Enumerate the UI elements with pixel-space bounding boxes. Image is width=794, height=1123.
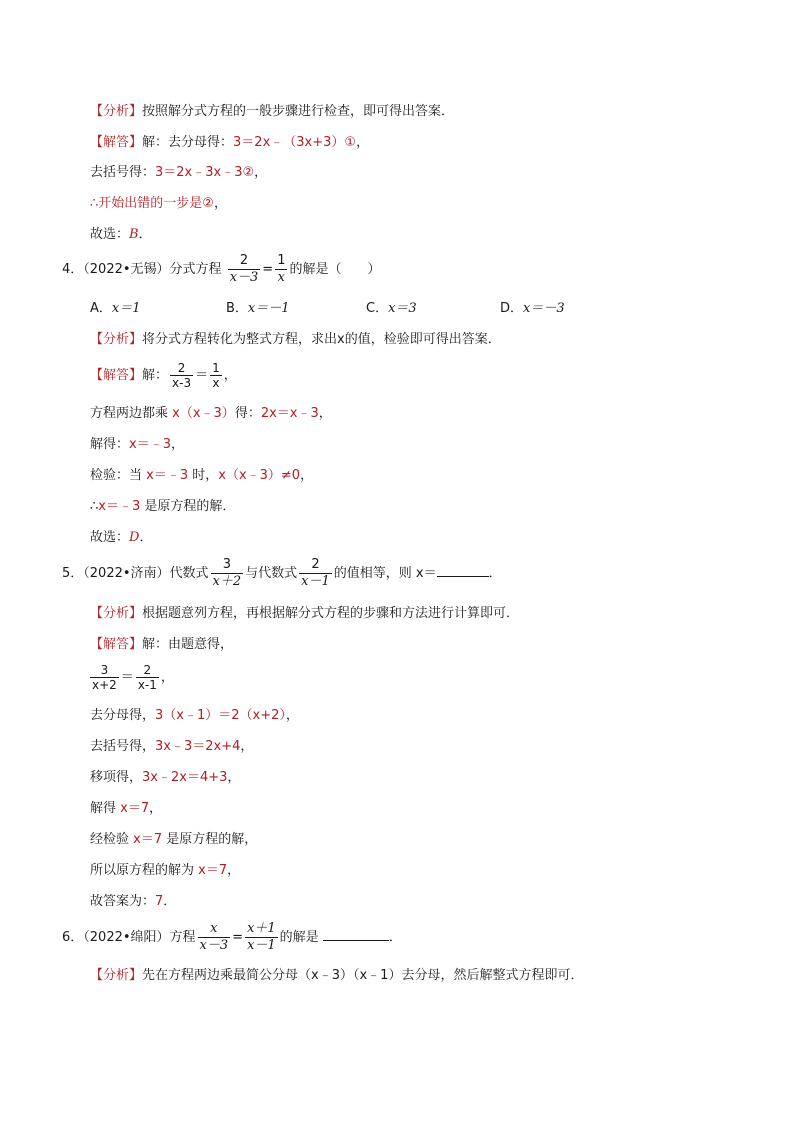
q6-stem	[62, 920, 402, 956]
analysis-tag: 【分析】	[90, 332, 143, 347]
fraction	[211, 557, 244, 590]
q4-option-d[interactable]	[500, 300, 565, 318]
equals-sign: =	[232, 930, 244, 945]
text: 方程两边都乘	[90, 406, 173, 421]
denominator: x－1	[301, 574, 330, 589]
solution-intro: 解：去分母得：	[142, 135, 234, 150]
q5-step1	[90, 707, 299, 725]
solution-tag: 【解答】	[90, 368, 143, 383]
punct: ，	[318, 406, 332, 421]
fraction	[90, 663, 119, 692]
punct: ，	[254, 165, 268, 180]
stem-end: 的值相等，则 x＝	[333, 566, 437, 581]
question-source: （2022•济南）代数式	[83, 566, 209, 581]
denominator: x－3	[229, 270, 259, 285]
analysis-text: 先在方程两边乘最简公分母（x﹣3）（x﹣1）去分母，然后解整式方程即可．	[142, 968, 584, 983]
question-number: 5．	[62, 566, 84, 581]
text: 解得：	[90, 437, 130, 452]
step-2: 3＝2x﹣3x﹣3②	[155, 165, 255, 180]
denominator: x+2	[92, 678, 117, 692]
q4-option-c[interactable]	[366, 300, 417, 318]
q5-step3	[90, 769, 240, 787]
text: 时，	[188, 468, 219, 483]
solution-intro: 解：	[142, 368, 169, 383]
denominator: x-1	[137, 678, 157, 692]
prev-solution-line	[90, 134, 369, 152]
prev-analysis-line	[90, 103, 454, 121]
stem-end: 的解是（ ）	[289, 262, 381, 277]
q5-equation	[88, 660, 174, 696]
numerator: 1	[277, 253, 286, 268]
punct: ，	[170, 437, 184, 452]
numerator: 2	[136, 663, 159, 678]
option-label: B．	[226, 301, 248, 316]
text: 所以原方程的解为	[90, 863, 199, 878]
solution-intro: 解：由题意得，	[142, 637, 234, 652]
q4-solution-line	[90, 358, 237, 394]
denominator: x	[212, 376, 220, 390]
q4-option-b[interactable]	[226, 300, 290, 318]
option-label: A．	[90, 301, 112, 316]
text: 检验：当	[90, 468, 147, 483]
option-text: x＝1	[111, 301, 141, 316]
q5-step6	[90, 862, 240, 880]
fraction	[245, 921, 278, 954]
prev-conclusion-line	[90, 195, 227, 213]
expr: 3x﹣2x＝4+3	[142, 770, 228, 785]
fraction	[136, 663, 159, 692]
denominator: x＋2	[212, 574, 242, 589]
expr: 2x＝x﹣3	[260, 406, 319, 421]
analysis-text: 将分式方程转化为整式方程，求出x的值，检验即可得出答案．	[142, 332, 501, 347]
q4-analysis-line	[90, 331, 501, 349]
q4-step3	[90, 467, 313, 485]
choose-label: 故选：	[90, 530, 130, 545]
q4-step1	[90, 405, 332, 423]
question-source: （2022•绵阳）方程	[83, 930, 196, 945]
analysis-text: 按照解分式方程的一般步骤进行检查，即可得出答案．	[142, 104, 455, 119]
expr: x＝﹣3	[129, 437, 171, 452]
question-number: 4．	[62, 262, 84, 277]
expr: x＝7	[133, 832, 163, 847]
answer: 7	[155, 894, 164, 909]
denominator: x-3	[172, 376, 192, 390]
q5-step5	[90, 831, 257, 849]
punct: ，	[213, 196, 227, 211]
numerator: 1	[212, 361, 220, 375]
denominator: x－3	[199, 938, 229, 953]
q4-step2	[90, 436, 184, 454]
punct: ，	[240, 739, 254, 754]
analysis-tag: 【分析】	[90, 968, 143, 983]
q6-analysis-line	[90, 967, 583, 985]
analysis-text: 根据题意列方程，再根据解分式方程的步骤和方法进行计算即可．	[142, 606, 520, 621]
text: 去分母得，	[90, 708, 156, 723]
text: 移项得，	[90, 770, 143, 785]
text: 解得	[90, 801, 121, 816]
solution-tag: 【解答】	[90, 135, 143, 150]
step-1: 3＝2x﹣（3x+3）①	[233, 135, 357, 150]
expr: x＝﹣3	[146, 468, 189, 483]
punct: ．	[388, 930, 402, 945]
numerator: x	[198, 921, 231, 938]
text: ∴	[90, 499, 99, 514]
numerator: x＋1	[247, 921, 276, 936]
punct: ．	[488, 566, 502, 581]
stem-end: 的解是	[279, 930, 319, 945]
step2-label: 去括号得：	[90, 165, 156, 180]
text: 是原方程的解．	[140, 499, 236, 514]
text: 经检验	[90, 832, 134, 847]
option-text: x＝－3	[523, 301, 565, 316]
punct: ．	[163, 894, 177, 909]
fraction	[228, 253, 261, 286]
prev-choice-line	[90, 226, 152, 244]
fraction	[299, 557, 332, 590]
punct: ，	[160, 670, 174, 685]
denominator: x	[277, 270, 286, 285]
q5-step2	[90, 738, 253, 756]
q5-analysis-line	[90, 605, 519, 623]
punct: ，	[227, 770, 241, 785]
equals-sign: =	[262, 262, 274, 277]
q5-step4	[90, 800, 162, 818]
option-text: x＝－1	[247, 301, 290, 316]
expr: x＝7	[198, 863, 228, 878]
question-number: 6．	[62, 930, 84, 945]
punct: ，	[300, 468, 314, 483]
denominator: x－1	[247, 938, 276, 953]
prev-step2-line	[90, 164, 267, 182]
punct: ，	[227, 863, 241, 878]
numerator: 3	[90, 663, 119, 678]
text: 与代数式	[245, 566, 298, 581]
punct: ．	[139, 530, 153, 545]
choice: D	[129, 530, 140, 545]
expr: x＝7	[120, 801, 150, 816]
q5-stem	[62, 556, 502, 592]
numerator: 2	[170, 361, 193, 376]
equals-sign: ＝	[195, 368, 209, 383]
q4-step4	[90, 498, 235, 516]
analysis-tag: 【分析】	[90, 606, 143, 621]
option-label: D．	[500, 301, 524, 316]
punct: ，	[285, 708, 299, 723]
punct: ，	[356, 135, 370, 150]
option-text: x＝3	[388, 301, 417, 316]
numerator: 3	[211, 557, 244, 574]
text: 去括号得，	[90, 739, 156, 754]
q5-step7	[90, 893, 176, 911]
q4-option-a[interactable]	[90, 300, 141, 318]
question-source: （2022•无锡）分式方程	[83, 262, 222, 277]
text: 得：	[234, 406, 261, 421]
expr: 3（x﹣1）＝2（x+2）	[155, 708, 286, 723]
conclusion: ∴开始出错的一步是②	[90, 196, 214, 211]
numerator: 2	[299, 557, 332, 574]
equals-sign: ＝	[120, 670, 134, 685]
expr: x＝﹣3	[98, 499, 141, 514]
text: 故答案为：	[90, 894, 156, 909]
expr: x（x﹣3）	[172, 406, 235, 421]
choose-label: 故选：	[90, 227, 130, 242]
fraction	[170, 361, 193, 390]
q4-choice-line	[90, 529, 152, 547]
expr: 3x﹣3＝2x+4	[155, 739, 241, 754]
text: 是原方程的解，	[162, 832, 258, 847]
choice: B	[129, 227, 139, 242]
fraction	[275, 253, 287, 286]
numerator: 2	[228, 253, 261, 270]
analysis-tag: 【分析】	[90, 104, 143, 119]
punct: ，	[223, 368, 237, 383]
q4-stem	[62, 252, 381, 288]
fraction	[210, 361, 222, 390]
solution-tag: 【解答】	[90, 637, 143, 652]
answer-blank[interactable]	[323, 926, 389, 941]
answer-blank[interactable]	[437, 562, 489, 577]
punct: ，	[149, 801, 163, 816]
option-label: C．	[366, 301, 389, 316]
expr: x（x﹣3）≠0	[218, 468, 301, 483]
q5-solution-line	[90, 636, 233, 654]
fraction	[198, 921, 231, 954]
punct: ．	[138, 227, 152, 242]
